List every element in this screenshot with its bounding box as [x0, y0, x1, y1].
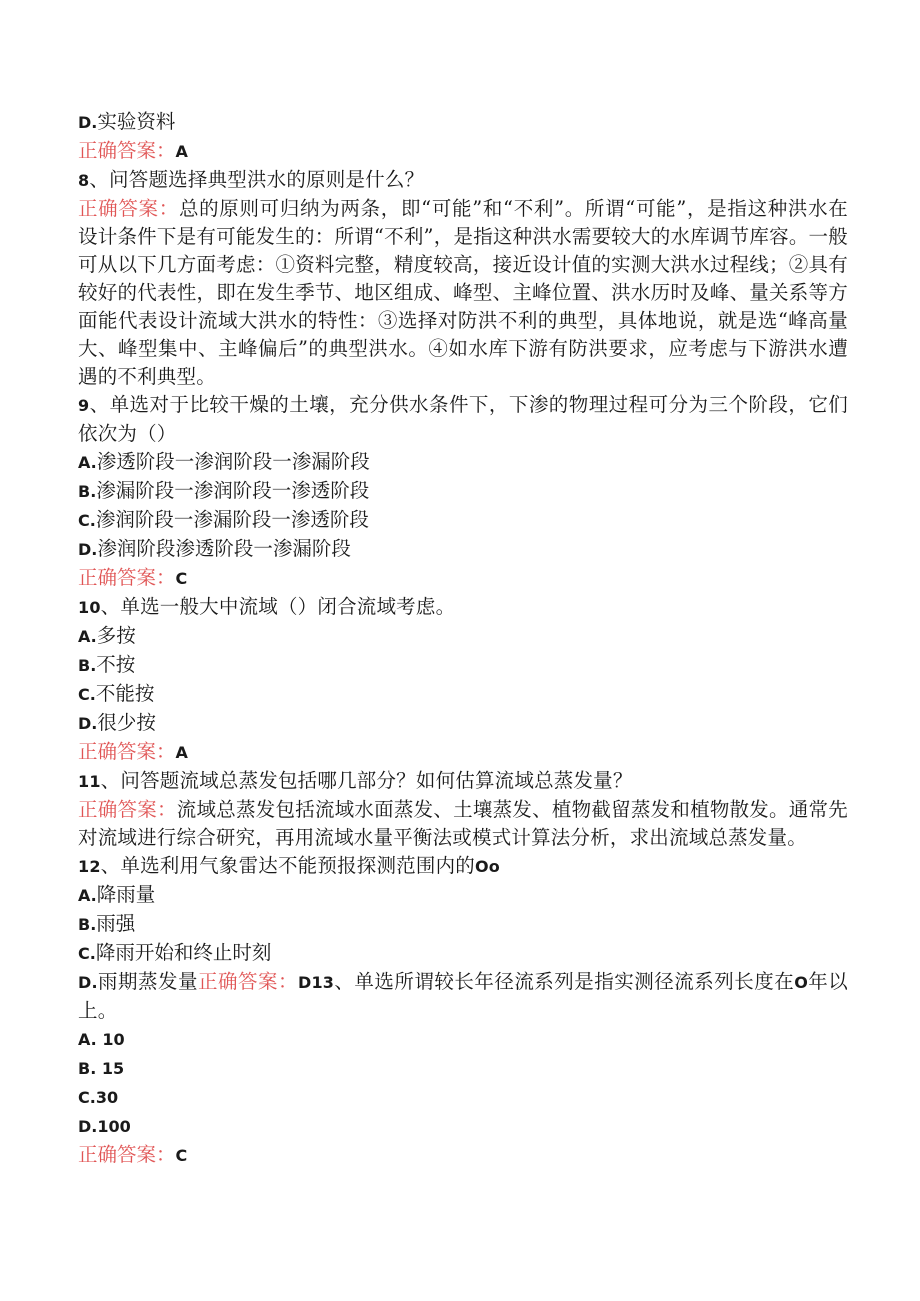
option-text: 30 — [95, 1088, 119, 1107]
answer-label: 正确答案： — [198, 970, 298, 993]
option-line — [78, 506, 848, 535]
option-line — [78, 1083, 848, 1112]
option-line — [78, 1112, 848, 1141]
question-text: 、单选对于比较干燥的土壤，充分供水条件下，下渗的物理过程可分为三个阶段，它们依次为（） — [78, 393, 848, 445]
option-letter: D. — [78, 973, 98, 992]
question-text-end: 年以上。 — [78, 970, 848, 1022]
option-text: 降雨开始和终止时刻 — [95, 941, 272, 964]
option-letter: B. — [78, 656, 97, 675]
option-text: 不能按 — [95, 682, 155, 705]
option-text: 很少按 — [97, 711, 156, 734]
answer-value: A — [175, 142, 188, 161]
option-text: 多按 — [96, 624, 136, 647]
option-letter: B. — [78, 1059, 102, 1078]
question-number: 10 — [78, 598, 101, 617]
option-line — [78, 448, 848, 477]
option-text: 10 — [102, 1030, 125, 1049]
option-letter: A. — [78, 886, 97, 905]
question-text: 、单选利用气象雷达不能预报探测范围内的 — [100, 854, 475, 877]
option-line — [78, 709, 848, 738]
question-line — [78, 593, 848, 622]
answer-text: 流域总蒸发包括流域水面蒸发、土壤蒸发、植物截留蒸发和植物散发。通常先对流域进行综合研究，再用流域水量平衡法或模式计算法分析，求出流域总蒸发量。 — [78, 798, 848, 849]
option-line — [78, 651, 848, 680]
answer-line — [78, 738, 848, 767]
option-letter: D. — [78, 540, 98, 559]
question-text: 、单选一般大中流域（）闭合流域考虑。 — [100, 595, 456, 618]
option-text: 降雨量 — [96, 883, 156, 906]
option-line — [78, 881, 848, 910]
option-letter: D. — [78, 113, 98, 132]
option-line — [78, 535, 848, 564]
option-letter: D. — [78, 714, 98, 733]
option-line — [78, 1025, 848, 1054]
answer-label: 正确答案： — [78, 197, 179, 220]
option-letter: C. — [78, 1088, 96, 1107]
answer-value: C — [175, 569, 188, 588]
option-line — [78, 680, 848, 709]
option-line — [78, 939, 848, 968]
answer-label: 正确答案： — [78, 139, 176, 162]
question-text: 、问答题选择典型洪水的原则是什么？ — [89, 168, 425, 191]
option-text: 不按 — [96, 653, 136, 676]
answer-line — [78, 564, 848, 593]
question-line — [78, 767, 848, 796]
question-line — [78, 852, 848, 881]
question-number: 8 — [78, 171, 90, 190]
option-letter: C. — [78, 511, 96, 530]
option-letter: D. — [78, 1117, 98, 1136]
question-blank: O — [794, 973, 808, 992]
option-letter: A. — [78, 453, 97, 472]
option-text: 渗漏阶段一渗润阶段一渗透阶段 — [96, 479, 370, 502]
option-letter: C. — [78, 685, 96, 704]
document-page — [78, 108, 848, 1170]
answer-label: 正确答案： — [78, 798, 177, 821]
answer-label: 正确答案： — [78, 740, 176, 763]
answer-label: 正确答案： — [78, 1143, 176, 1166]
option-text: 渗润阶段渗透阶段一渗漏阶段 — [97, 537, 351, 560]
option-text: 15 — [101, 1059, 125, 1078]
answer-line — [78, 137, 848, 166]
question-line — [78, 166, 848, 195]
option-letter: A. — [78, 627, 97, 646]
option-letter: C. — [78, 944, 96, 963]
option-line — [78, 477, 848, 506]
option-text: 雨期蒸发量 — [97, 970, 199, 993]
answer-value: D13 — [297, 973, 335, 992]
option-text: 渗润阶段一渗漏阶段一渗透阶段 — [95, 508, 369, 531]
option-text: 100 — [97, 1117, 131, 1136]
question-number: 11 — [78, 772, 101, 791]
option-line — [78, 622, 848, 651]
option-letter: B. — [78, 482, 97, 501]
answer-value: A — [175, 743, 188, 762]
answer-text: 总的原则可归纳为两条，即“可能”和“不利”。所谓“可能”，是指这种洪水在设计条件下是有可能发生的：所谓“不利”，是指这种洪水需要较大的水库调节库容。一般可从以下几方面考虑：①资料完整，精度较高，接近设计值的实测大洪水过程线；②具有较好的代表性，即在发生季节、地区组成、峰型、主峰位置、洪水历时及峰、量关系等方面能代表设计流域大洪水的特性：③选择对防洪不利的典型，具体地说，就是选“峰高量大、峰型集中、主峰偏后”的典型洪水。④如水库下游有防洪要求，应考虑与下游洪水遭遇的不利典型。 — [78, 197, 848, 388]
answer-value: C — [175, 1146, 188, 1165]
question-line — [78, 391, 848, 448]
option-letter: B. — [78, 915, 97, 934]
option-letter: A. — [78, 1030, 103, 1049]
answer-paragraph — [78, 195, 848, 391]
answer-label: 正确答案： — [78, 566, 176, 589]
option-text: 渗透阶段一渗润阶段一渗漏阶段 — [96, 450, 370, 473]
option-line — [78, 1054, 848, 1083]
question-number: 9 — [78, 396, 90, 415]
question-text: 、单选所谓较长年径流系列是指实测径流系列长度在 — [334, 970, 795, 993]
question-tail: Oo — [474, 857, 500, 876]
answer-line — [78, 1141, 848, 1170]
option-line — [78, 108, 848, 137]
option-line — [78, 910, 848, 939]
option-text: 实验资料 — [97, 110, 176, 133]
answer-paragraph — [78, 796, 848, 852]
option-text: 雨强 — [96, 912, 136, 935]
question-number: 12 — [78, 857, 101, 876]
question-text: 、问答题流域总蒸发包括哪几部分？如何估算流域总蒸发量？ — [100, 769, 633, 792]
merged-line — [78, 968, 848, 1025]
